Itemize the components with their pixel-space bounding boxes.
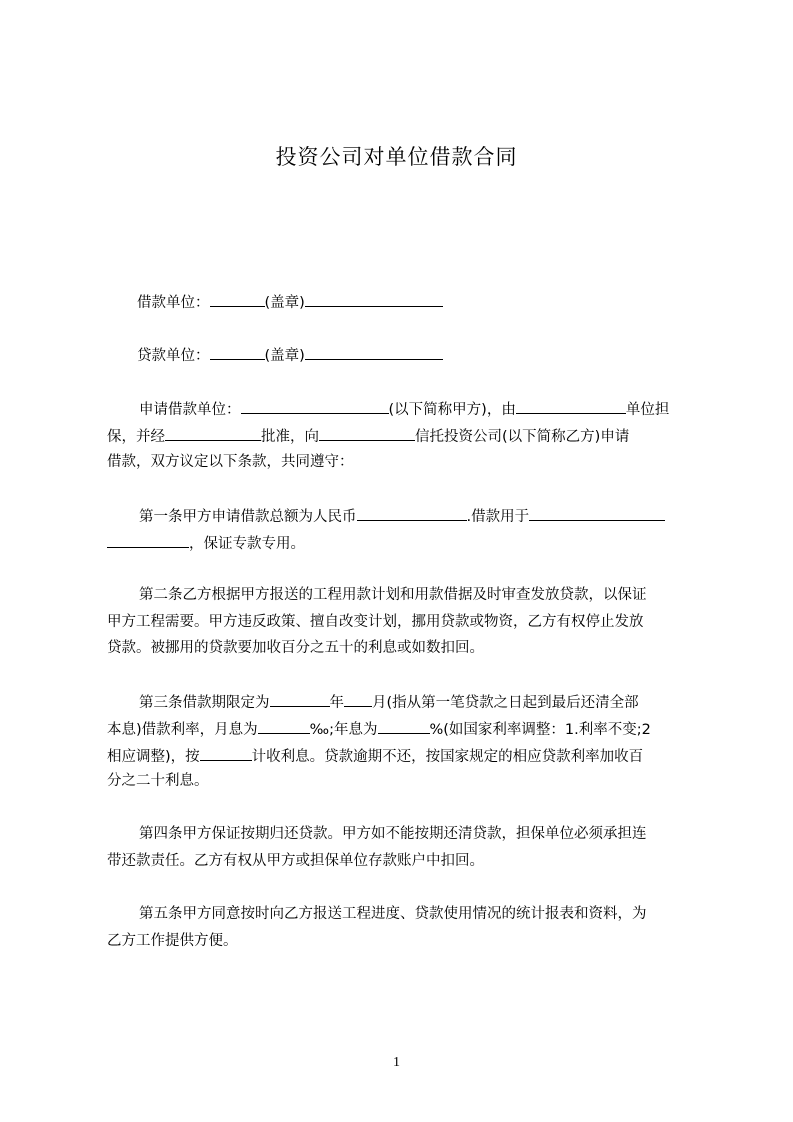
annual-rate-blank[interactable]: [378, 718, 430, 734]
lender-name-blank[interactable]: [210, 344, 265, 360]
preamble-text: 信托投资公司(以下简称乙方)申请: [415, 429, 630, 445]
lender-line: [137, 344, 737, 366]
borrower-name-blank[interactable]: [210, 291, 265, 307]
trust-company-blank[interactable]: [319, 425, 415, 441]
borrower-extra-blank[interactable]: [305, 291, 443, 307]
monthly-rate-blank[interactable]: [258, 718, 310, 734]
article4-line-2: 带还款责任。乙方有权从甲方或担保单位存款账户中扣回。: [107, 853, 484, 869]
document-title: 投资公司对单位借款合同: [275, 145, 518, 169]
preamble-text: 批准，向: [261, 429, 319, 445]
article5-line-1: 第五条甲方同意按时向乙方报送工程进度、贷款使用情况的统计报表和资料，为: [139, 906, 647, 922]
preamble-line-1: [139, 398, 739, 420]
article3-line-4: 分之二十利息。: [107, 773, 209, 789]
preamble-text: 申请借款单位：: [139, 402, 241, 418]
article3-line-2: [107, 718, 707, 740]
article3-text: 年: [329, 695, 344, 711]
article3-text: 计收利息。贷款逾期不还，按国家规定的相应贷款利率加收百: [251, 749, 644, 765]
borrower-line: [137, 291, 737, 313]
article3-line-1: [139, 691, 739, 713]
article1-text: .借款用于: [466, 509, 530, 525]
article3-text: 第三条借款期限定为: [139, 695, 270, 711]
article3-text: 本息)借款利率，月息为: [107, 722, 258, 738]
article2-line-2: 甲方工程需要。甲方违反政策、擅自改变计划，挪用贷款或物资，乙方有权停止发放: [107, 614, 644, 630]
applicant-blank[interactable]: [241, 398, 389, 414]
term-year-blank[interactable]: [270, 691, 330, 707]
guarantor-blank[interactable]: [516, 398, 626, 414]
article5-line-2: 乙方工作提供方便。: [107, 933, 238, 949]
article3-text: 月(指从第一笔贷款之日起到最后还清全部: [372, 695, 639, 711]
article3-text: ‰;年息为: [309, 722, 378, 738]
article1-line-2: [107, 532, 707, 554]
preamble-text: 保，并经: [107, 429, 165, 445]
loan-purpose-blank[interactable]: [529, 505, 665, 521]
preamble-text: (以下简称甲方)，由: [388, 402, 516, 418]
article3-line-3: [107, 745, 707, 767]
preamble-line-3: 借款，双方议定以下条款，共同遵守：: [107, 454, 354, 470]
borrower-seal: (盖章): [264, 295, 305, 311]
article2-line-1: 第二条乙方根据甲方报送的工程用款计划和用款借据及时审查发放贷款，以保证: [139, 587, 647, 603]
loan-purpose-blank-cont[interactable]: [107, 532, 189, 548]
lender-seal: (盖章): [264, 348, 305, 364]
article3-text: 相应调整)，按: [107, 749, 200, 765]
lender-label: 贷款单位：: [137, 348, 210, 364]
preamble-line-2: [107, 425, 707, 447]
article1-text: ，保证专款专用。: [189, 536, 305, 552]
article4-line-1: 第四条甲方保证按期归还贷款。甲方如不能按期还清贷款，担保单位必须承担连: [139, 826, 647, 842]
loan-amount-blank[interactable]: [357, 505, 467, 521]
article1-text: 第一条甲方申请借款总额为人民币: [139, 509, 357, 525]
article3-text: %(如国家利率调整：1.利率不变;2: [429, 722, 651, 738]
article2-line-3: 贷款。被挪用的贷款要加收百分之五十的利息或如数扣回。: [107, 640, 484, 656]
approver-blank[interactable]: [165, 425, 261, 441]
preamble-text: 单位担: [625, 402, 670, 418]
lender-extra-blank[interactable]: [305, 344, 443, 360]
page-number: 1: [393, 1055, 400, 1070]
borrower-label: 借款单位：: [137, 295, 210, 311]
article1-line-1: [139, 505, 739, 527]
interest-basis-blank[interactable]: [200, 745, 252, 761]
term-month-blank[interactable]: [344, 691, 372, 707]
